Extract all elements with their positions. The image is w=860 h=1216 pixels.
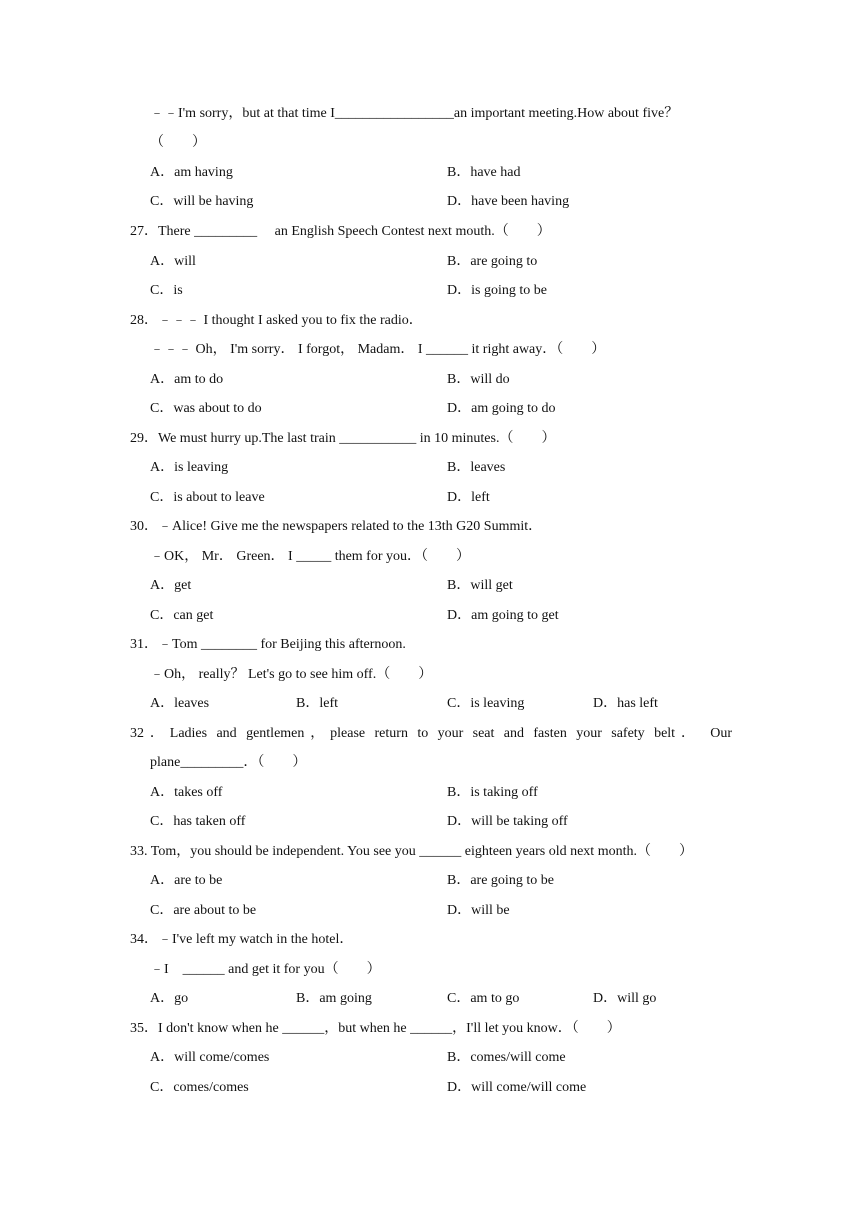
q28-option-d: D．am going to do — [447, 401, 556, 416]
q27-option-d: D．is going to be — [447, 283, 547, 298]
question-28-stem: 28．﹣﹣﹣ I thought I asked you to fix the radio． — [130, 313, 423, 328]
q32-option-d: D．will be taking off — [447, 814, 568, 829]
q27-option-c: C．is — [150, 283, 183, 298]
question-31-reply: ﹣Oh， really？ Let's go to see him off.（ ） — [150, 667, 433, 682]
q27-option-b: B．are going to — [447, 254, 538, 269]
q26-option-b: B．have had — [447, 165, 521, 180]
q26-option-a: A．am having — [150, 165, 233, 180]
q35-option-b: B．comes/will come — [447, 1050, 566, 1065]
question-29-stem: 29．We must hurry up.The last train ___________ in 10 minutes.（ ） — [130, 431, 556, 446]
question-32-stem: 32．Ladies and gentlemen，please return to your seat and fasten your safety belt． Our — [130, 726, 732, 741]
question-27-stem: 27．There _________ an English Speech Contest next mouth.（ ） — [130, 224, 551, 239]
q28-option-b: B．will do — [447, 372, 510, 387]
q27-option-a: A．will — [150, 254, 196, 269]
q26-option-c: C．will be having — [150, 194, 254, 209]
question-28-reply: ﹣﹣﹣ Oh， I'm sorry． I forgot， Madam． I ______ it right away．（ ） — [150, 342, 606, 357]
q32-option-b: B．is taking off — [447, 785, 538, 800]
q31-option-b: B．left — [296, 696, 338, 711]
question-30-reply: ﹣OK， Mr． Green． I _____ them for you．（ ） — [150, 549, 471, 564]
q33-option-b: B．are going to be — [447, 873, 554, 888]
q31-option-d: D．has left — [593, 696, 658, 711]
q29-option-b: B．leaves — [447, 460, 506, 475]
q29-option-c: C．is about to leave — [150, 490, 265, 505]
q30-option-d: D．am going to get — [447, 608, 559, 623]
question-34-stem: 34．﹣I've left my watch in the hotel． — [130, 932, 354, 947]
q33-option-a: A．are to be — [150, 873, 223, 888]
q34-option-d: D．will go — [593, 991, 657, 1006]
q26-option-d: D．have been having — [447, 194, 570, 209]
q30-option-b: B．will get — [447, 578, 513, 593]
q31-option-c: C．is leaving — [447, 696, 525, 711]
q34-option-b: B．am going — [296, 991, 372, 1006]
question-26-bracket: （ ） — [150, 135, 206, 150]
q32-option-a: A．takes off — [150, 785, 223, 800]
q30-option-a: A．get — [150, 578, 192, 593]
q28-option-c: C．was about to do — [150, 401, 262, 416]
q33-option-c: C．are about to be — [150, 903, 257, 918]
q34-option-c: C．am to go — [447, 991, 520, 1006]
q29-option-d: D．left — [447, 490, 490, 505]
q28-option-a: A．am to do — [150, 372, 224, 387]
question-31-stem: 31．﹣Tom ________ for Beijing this afternoon. — [130, 637, 406, 652]
question-26-stem: ﹣﹣I'm sorry，but at that time I_________________an important meeting.How about five？ — [150, 106, 679, 121]
q35-option-a: A．will come/comes — [150, 1050, 270, 1065]
q29-option-a: A．is leaving — [150, 460, 229, 475]
question-30-stem: 30．﹣Alice! Give me the newspapers related to the 13th G20 Summit． — [130, 519, 543, 534]
question-32-stem-continued: plane_________．（ ） — [150, 755, 307, 770]
q34-option-a: A．go — [150, 991, 189, 1006]
question-35-stem: 35．I don't know when he ______，but when he ______，I'll let you know．（ ） — [130, 1021, 621, 1036]
question-34-reply: ﹣I ______ and get it for you（ ） — [150, 962, 381, 977]
q35-option-c: C．comes/comes — [150, 1080, 249, 1095]
q33-option-d: D．will be — [447, 903, 510, 918]
question-33-stem: 33. Tom，you should be independent. You see you ______ eighteen years old next month.（ ） — [130, 844, 693, 859]
q30-option-c: C．can get — [150, 608, 214, 623]
q35-option-d: D．will come/will come — [447, 1080, 587, 1095]
q32-option-c: C．has taken off — [150, 814, 246, 829]
q31-option-a: A．leaves — [150, 696, 210, 711]
